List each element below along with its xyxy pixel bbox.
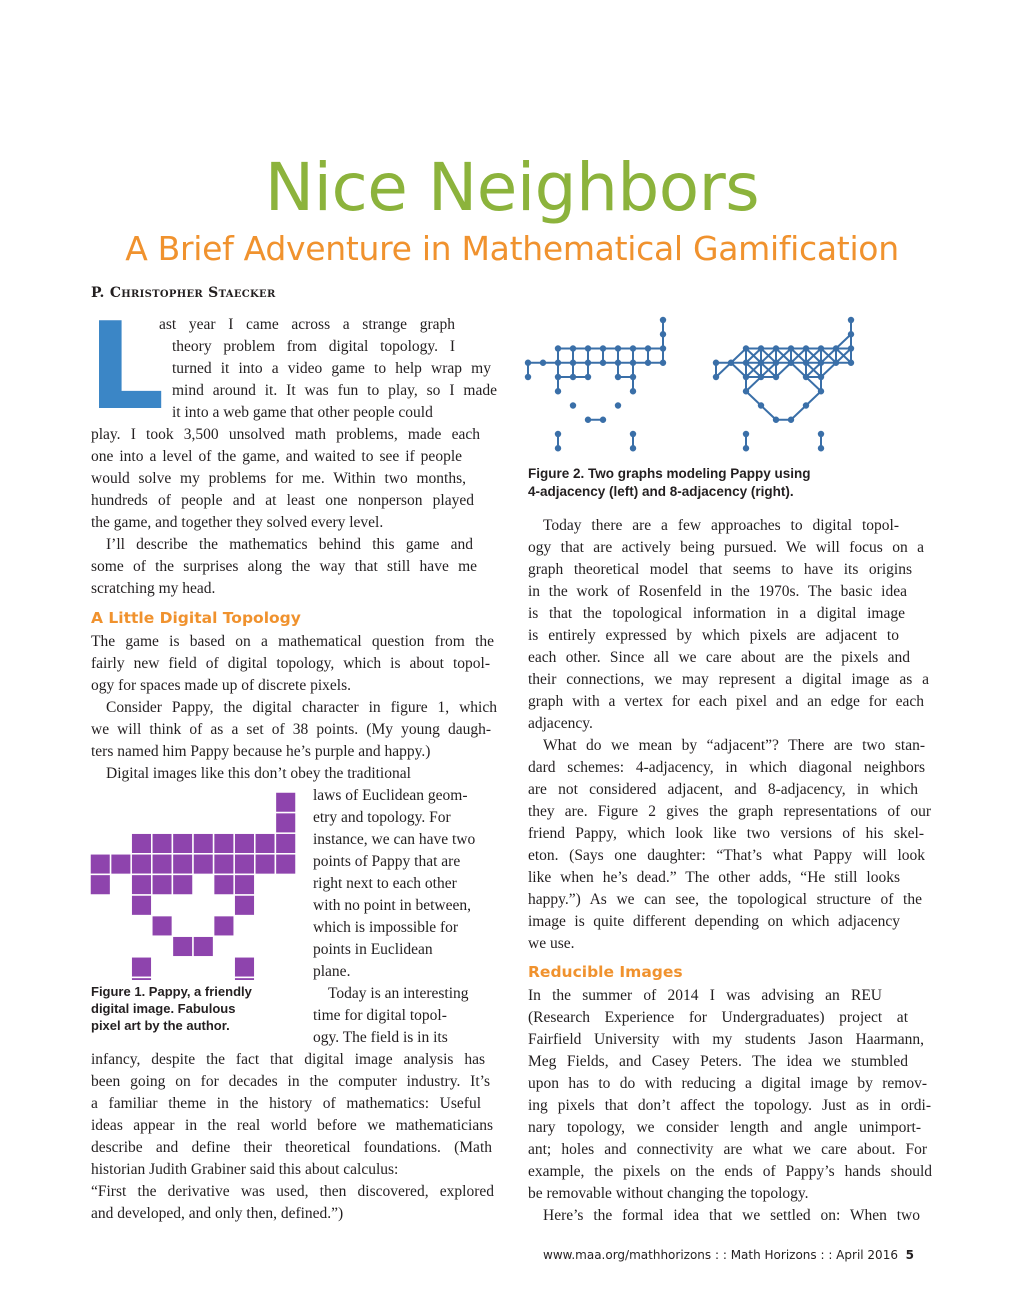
text-line: describe and define their theoretical foundations. (Math [91, 1139, 492, 1156]
text-line: Today there are a few approaches to digital topol- [543, 517, 899, 534]
text-line: time for digital topol- [313, 1007, 447, 1024]
text-line: Here’s the formal idea that we settled on: When two [543, 1207, 920, 1224]
graph-vertex [848, 345, 854, 351]
graph-vertex [713, 374, 719, 380]
text-line: “First the derivative was used, then discovered, explored [91, 1183, 494, 1200]
text-line: dard schemes: 4-adjacency, in which diagonal neighbors [528, 759, 925, 776]
graph-vertex [645, 345, 651, 351]
graph-vertex [660, 317, 666, 323]
pappy-pixel [111, 854, 132, 875]
text-line: In the summer of 2014 I was advising an REU [528, 987, 882, 1004]
graph-vertex [743, 374, 749, 380]
pappy-pixel [255, 854, 276, 875]
pappy-pixel [193, 936, 214, 957]
pappy-pixel [172, 936, 193, 957]
text-line: are not considered adjacent, and 8-adjacency, in which [528, 781, 918, 798]
text-line: Meg Fields, and Casey Peters. The idea we stumbled [528, 1053, 908, 1070]
graph-vertex [615, 360, 621, 366]
text-line: we use. [528, 935, 575, 952]
text-line: we will think of as a set of 38 points. (My young daugh- [91, 721, 491, 738]
text-line: eton. (Says one daughter: “That’s what Pappy will look [528, 847, 925, 864]
graph-vertex [818, 431, 824, 437]
graph-vertex [525, 360, 531, 366]
text-line: ters named him Pappy because he’s purple and happy.) [91, 743, 431, 760]
text-line: Fairfield University with my students Jason Haarmann, [528, 1031, 924, 1048]
text-line: graph theoretical model that seems to have its origins [528, 561, 912, 578]
text-line: friend Pappy, which look like two versions of his skel- [528, 825, 924, 842]
pappy-pixel [131, 957, 152, 978]
graph-vertex [630, 388, 636, 394]
text-line: it into a web game that other people could [172, 404, 433, 421]
graph-vertex [660, 360, 666, 366]
graph-vertex [818, 388, 824, 394]
graph-vertex [803, 374, 809, 380]
text-line: like when he’s dead.” The other adds, “He still looks [528, 869, 900, 886]
graph-vertex [600, 360, 606, 366]
graph-vertex [600, 417, 606, 423]
graph-vertex [630, 445, 636, 451]
pappy-pixel [234, 833, 255, 854]
text-line: a familiar theme in the history of mathematics: Useful [91, 1095, 481, 1112]
graph-vertex [833, 345, 839, 351]
text-line: upon has to do with reducing a digital image by remov- [528, 1075, 927, 1092]
pappy-pixel [214, 916, 235, 937]
graph-vertex [660, 331, 666, 337]
page-number: 5 [905, 1248, 914, 1262]
pappy-pixel [90, 854, 111, 875]
graph-vertex [758, 360, 764, 366]
text-line: Consider Pappy, the digital character in figure 1, which [106, 699, 497, 716]
graph-vertex [773, 374, 779, 380]
graph-vertex [630, 345, 636, 351]
graph-vertex [848, 317, 854, 323]
graph-vertex [555, 345, 561, 351]
text-line: and developed, and only then, defined.”) [91, 1205, 344, 1222]
graph-vertex [803, 402, 809, 408]
graph-vertex [555, 388, 561, 394]
graph-vertex [713, 360, 719, 366]
pappy-pixel [234, 854, 255, 875]
graph-vertex [818, 345, 824, 351]
text-line: ast year I came across a strange graph [159, 316, 455, 333]
pappy-pixel [131, 895, 152, 916]
pappy-pixel [172, 874, 193, 895]
text-line: The game is based on a mathematical question from the [91, 633, 494, 650]
text-line: in the work of Rosenfeld in the 1970s. The basic idea [528, 583, 907, 600]
graph-vertex [585, 360, 591, 366]
article-subtitle: A Brief Adventure in Mathematical Gamification [125, 229, 899, 268]
graph-vertex [758, 402, 764, 408]
section-heading: A Little Digital Topology [91, 609, 301, 627]
text-line: the game, and together they solved every level. [91, 514, 384, 531]
graph-vertex [630, 374, 636, 380]
page-footer [543, 1248, 914, 1262]
text-line: their connections, we may represent a digital image as a [528, 671, 929, 688]
caption-line: digital image. Fabulous [91, 1001, 236, 1016]
text-line: ogy. The field is in its [313, 1029, 448, 1046]
text-line: Digital images like this don’t obey the traditional [106, 765, 411, 782]
graph-vertex [525, 374, 531, 380]
author-byline: P. Christopher Staecker [91, 285, 276, 301]
pappy-pixel [152, 916, 173, 937]
pappy-pixel [152, 833, 173, 854]
graph-vertex [615, 374, 621, 380]
graph-8-adjacency [713, 317, 854, 452]
pappy-pixel [193, 833, 214, 854]
text-line: theory problem from digital topology. I [172, 338, 455, 355]
graph-vertex [570, 402, 576, 408]
text-line: image is quite different depending on which adjacency [528, 913, 900, 930]
pappy-pixel [131, 874, 152, 895]
text-line: plane. [313, 963, 351, 980]
pappy-pixel [275, 813, 296, 834]
pappy-pixel [275, 854, 296, 875]
graph-vertex [555, 360, 561, 366]
graph-vertex [833, 360, 839, 366]
article-title: Nice Neighbors [264, 149, 760, 226]
text-line: each other. Since all we care about are the pixels and [528, 649, 910, 666]
graph-vertex [803, 345, 809, 351]
graph-vertex [570, 360, 576, 366]
graph-vertex [758, 345, 764, 351]
text-line: scratching my head. [91, 580, 216, 597]
pappy-pixel [172, 833, 193, 854]
graph-vertex [788, 417, 794, 423]
graph-vertex [630, 431, 636, 437]
text-line: ing pixels that don’t affect the topology. Just as in ordi- [528, 1097, 931, 1114]
graph-vertex [848, 331, 854, 337]
text-line: with no point in between, [313, 897, 471, 914]
graph-vertex [743, 345, 749, 351]
text-line: fairly new field of digital topology, which is about topol- [91, 655, 490, 672]
text-line: points of Pappy that are [313, 853, 461, 870]
graph-vertex [615, 345, 621, 351]
graph-vertex [788, 360, 794, 366]
pappy-pixel [172, 854, 193, 875]
pappy-pixel [131, 977, 152, 980]
text-line: play. I took 3,500 unsolved math problems, made each [91, 426, 480, 443]
graph-4-adjacency [525, 317, 666, 452]
pappy-pixel [90, 874, 111, 895]
graph-vertex [818, 360, 824, 366]
text-line: some of the surprises along the way that still have me [91, 558, 477, 575]
graph-vertex [743, 388, 749, 394]
text-line: turned it into a video game to help wrap my [172, 360, 491, 377]
graph-vertex [848, 360, 854, 366]
text-line: I’ll describe the mathematics behind this game and [106, 536, 473, 553]
graph-vertex [615, 402, 621, 408]
caption-line: pixel art by the author. [91, 1018, 230, 1033]
graph-vertex [585, 417, 591, 423]
text-line: nary topology, we consider length and angle unimport- [528, 1119, 921, 1136]
graph-vertex [773, 417, 779, 423]
text-line: infancy, despite the fact that digital image analysis has [91, 1051, 485, 1068]
text-line: (Research Experience for Undergraduates) project at [528, 1009, 908, 1026]
graph-vertex [555, 445, 561, 451]
text-line: example, the pixels on the ends of Pappy’s hands should [528, 1163, 932, 1180]
caption-line: Figure 2. Two graphs modeling Pappy using [528, 466, 811, 481]
graph-vertex [788, 345, 794, 351]
pappy-pixel [275, 833, 296, 854]
pappy-pixel [234, 895, 255, 916]
graph-vertex [540, 360, 546, 366]
drop-cap: L [88, 298, 165, 437]
text-line: ideas appear in the real world before we mathematicians [91, 1117, 493, 1134]
text-line: adjacency. [528, 715, 593, 732]
text-line: been going on for decades in the computer industry. It’s [91, 1073, 490, 1090]
graph-vertex [743, 445, 749, 451]
text-line: etry and topology. For [313, 809, 451, 826]
text-line: ant; holes and connectivity are what we care about. For [528, 1141, 927, 1158]
text-line: be removable without changing the topology. [528, 1185, 809, 1202]
pappy-pixel [275, 792, 296, 813]
graph-vertex [803, 360, 809, 366]
graph-vertex [585, 374, 591, 380]
graph-vertex [645, 360, 651, 366]
graph-vertex [773, 360, 779, 366]
text-line: Today is an interesting [328, 985, 469, 1002]
graph-vertex [758, 374, 764, 380]
text-line: they are. Figure 2 gives the graph representations of our [528, 803, 931, 820]
figure-1-pappy [88, 790, 298, 980]
text-line: instance, we can have two [313, 831, 476, 848]
text-line: is entirely expressed by which pixels are adjacent to [528, 627, 899, 644]
graph-vertex [570, 345, 576, 351]
graph-vertex [555, 431, 561, 437]
section-heading: Reducible Images [528, 963, 683, 981]
pappy-pixel [193, 854, 214, 875]
pappy-pixel [255, 833, 276, 854]
pappy-pixel [131, 833, 152, 854]
text-line: points in Euclidean [313, 941, 433, 958]
text-line: historian Judith Grabiner said this about calculus: [91, 1161, 399, 1178]
pappy-pixel [131, 854, 152, 875]
pappy-pixel [234, 977, 255, 980]
text-line: right next to each other [313, 875, 457, 892]
graph-vertex [570, 374, 576, 380]
text-line: would solve my problems for me. Within two months, [91, 470, 466, 487]
caption-line: Figure 1. Pappy, a friendly [91, 984, 252, 999]
pappy-pixel [214, 833, 235, 854]
footer-text: www.maa.org/mathhorizons : : Math Horizons : : April 2016 [543, 1248, 898, 1262]
pappy-pixel [234, 874, 255, 895]
text-line: ogy for spaces made up of discrete pixels. [91, 677, 351, 694]
pappy-pixel [152, 854, 173, 875]
graph-vertex [555, 374, 561, 380]
graph-vertex [585, 345, 591, 351]
pappy-pixel [214, 854, 235, 875]
graph-vertex [818, 374, 824, 380]
pappy-pixel [214, 874, 235, 895]
pappy-pixel [152, 874, 173, 895]
graph-vertex [728, 360, 734, 366]
graph-vertex [600, 345, 606, 351]
text-line: graph with a vertex for each pixel and an edge for each [528, 693, 924, 710]
graph-vertex [773, 345, 779, 351]
graph-vertex [818, 445, 824, 451]
caption-line: 4-adjacency (left) and 8-adjacency (right). [528, 484, 794, 499]
text-line: What do we mean by “adjacent”? There are two stan- [543, 737, 925, 754]
text-line: ogy that are actively being pursued. We will focus on a [528, 539, 924, 556]
pappy-pixel [234, 957, 255, 978]
text-line: which is impossible for [313, 919, 459, 936]
graph-vertex [743, 431, 749, 437]
text-line: mind around it. It was fun to play, so I made [172, 382, 497, 399]
figure-2-graphs [520, 312, 870, 460]
graph-vertex [630, 360, 636, 366]
graph-vertex [743, 360, 749, 366]
text-line: happy.”) As we can see, the topological structure of the [528, 891, 922, 908]
text-line: hundreds of people and at least one nonperson played [91, 492, 474, 509]
text-line: is that the topological information in a digital image [528, 605, 905, 622]
text-line: one into a level of the game, and waited to see if people [91, 448, 462, 465]
graph-vertex [660, 345, 666, 351]
text-line: laws of Euclidean geom- [313, 787, 468, 804]
